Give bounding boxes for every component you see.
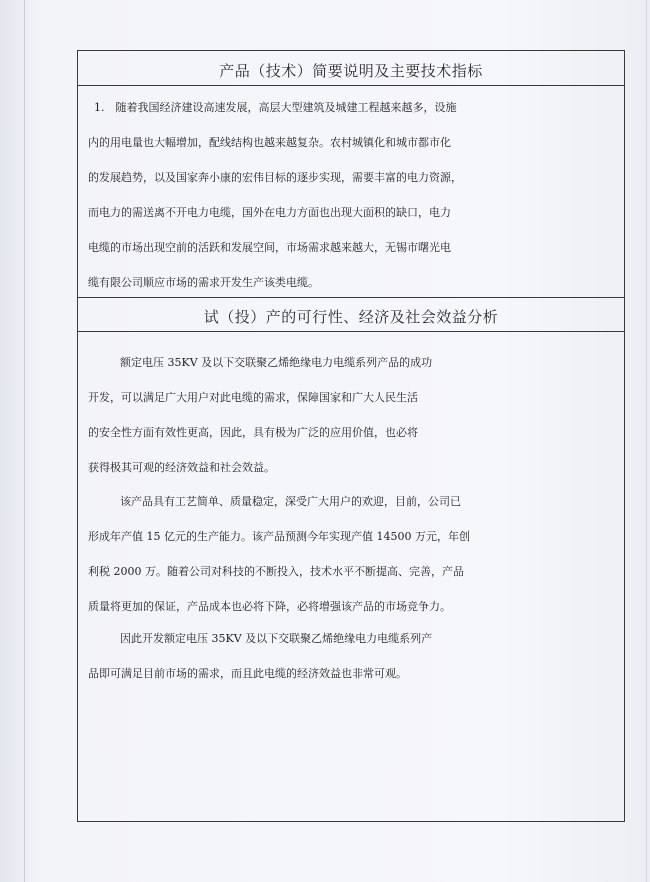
text-line: 电缆的市场出现空前的活跃和发展空间，市场需求越来越大，无锡市曙光电 [88, 241, 451, 254]
section2-paragraph-2 [88, 484, 618, 624]
page-left-edge [24, 0, 25, 882]
section2-paragraph-1 [88, 345, 618, 485]
page-right-edge [646, 0, 647, 882]
text-line: 的安全性方面有效性更高，因此，具有极为广泛的应用价值，也必将 [88, 426, 418, 439]
heading2-divider [77, 331, 625, 332]
text-line: 获得极其可观的经济效益和社会效益。 [88, 461, 275, 474]
text-line: 因此开发额定电压 35KV 及以下交联聚乙烯绝缘电力电缆系列产 [120, 632, 433, 645]
text-line: 额定电压 35KV 及以下交联聚乙烯绝缘电力电缆系列产品的成功 [120, 356, 433, 369]
text-line: 开发，可以满足广大用户对此电缆的需求，保障国家和广大人民生活 [88, 391, 418, 404]
text-line: 内的用电量也大幅增加，配线结构也越来越复杂。农村城镇化和城市都市化 [88, 136, 451, 149]
section2-heading: 试（投）产的可行性、经济及社会效益分析 [203, 308, 499, 326]
text-line: 质量将更加的保证，产品成本也必将下降，必将增强该产品的市场竞争力。 [88, 600, 451, 613]
text-line: 形成年产值 15 亿元的生产能力。该产品预测今年实现产值 14500 万元，年创 [88, 530, 470, 543]
text-line: 1. 随着我国经济建设高速发展，高层大型建筑及城建工程越来越多，设施 [94, 101, 457, 114]
text-line: 利税 2000 万。随着公司对科技的不断投入，技术水平不断提高、完善，产品 [88, 565, 464, 578]
section1-text [88, 90, 618, 300]
section1-heading: 产品（技术）简要说明及主要技术指标 [219, 62, 483, 80]
text-line: 的发展趋势，以及国家奔小康的宏伟目标的逐步实现，需要丰富的电力资源， [88, 171, 462, 184]
text-line: 缆有限公司顺应市场的需求开发生产该类电缆。 [88, 276, 319, 289]
heading1-divider [77, 85, 625, 86]
text-line: 而电力的需送离不开电力电缆，国外在电力方面也出现大面积的缺口，电力 [88, 206, 451, 219]
section2-paragraph-3 [88, 621, 618, 691]
text-line: 品即可满足目前市场的需求，而且此电缆的经济效益也非常可观。 [88, 667, 407, 680]
text-line: 该产品具有工艺简单、质量稳定，深受广大用户的欢迎，目前，公司已 [120, 495, 461, 508]
